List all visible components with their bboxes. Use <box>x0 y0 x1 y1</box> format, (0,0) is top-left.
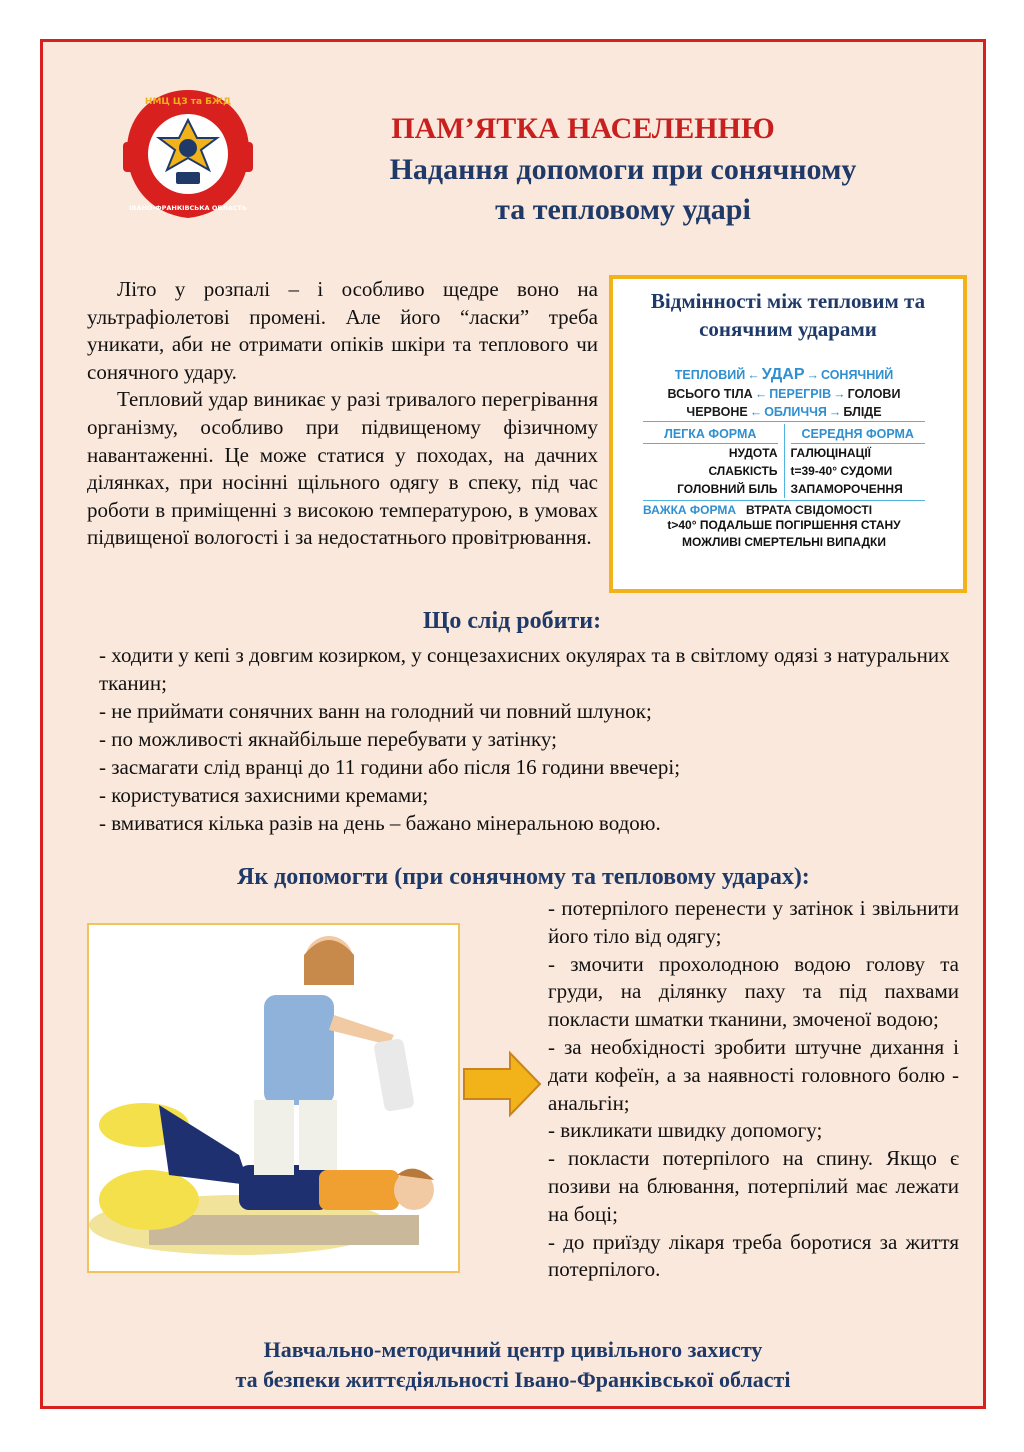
mild-form-line: НУДОТА <box>728 446 778 460</box>
medium-form-line: ГАЛЮЦІНАЦІЇ <box>790 446 871 460</box>
severe-form-details <box>643 517 925 551</box>
help-heading: Як допомогти (при сонячному та тепловому ударах): <box>237 864 810 890</box>
medium-form-line: t=39-40° СУДОМИ <box>790 464 893 478</box>
differences-table <box>643 365 925 551</box>
differences-box <box>609 275 967 593</box>
footer-line-2: та безпеки життєдіяльності Івано-Франківської області <box>235 1367 791 1392</box>
mild-form-line: ГОЛОВНИЙ БІЛЬ <box>677 482 778 496</box>
todo-heading: Що слід робити: <box>423 608 602 634</box>
subtitle-line-2: та тепловому ударі <box>495 193 751 226</box>
list-item: - покласти потерпілого на спину. Якщо є позиви на блювання, потерпілий має лежати на боці; <box>548 1146 959 1226</box>
footer-line-1: Навчально-методичний центр цивільного захисту <box>263 1337 763 1362</box>
diff-overheat-left: ВСЬОГО ТІЛА <box>667 386 753 401</box>
diff-face-right: БЛІДЕ <box>843 405 882 419</box>
mild-form-head: ЛЕГКА ФОРМА <box>643 424 778 444</box>
arrow-left-icon: ← <box>749 405 763 419</box>
differences-title: Відмінності між тепловим та сонячним ударами <box>650 289 926 341</box>
intro-paragraph-2: Тепловий удар виникає у разі тривалого перегрівання організму, особливо при підвищеному фізичному навантаженні. Це може статися у походах, на дачних ділянках, при носінні щільного одягу в спеку, під час роботи в приміщенні з високою температурою, в умовах підвищеної вологості і за недостатнього провітрювання. <box>87 387 598 550</box>
severe-form-text: ВТРАТА СВІДОМОСТІ <box>746 503 873 517</box>
arrow-right-icon: → <box>828 405 842 419</box>
diff-overheat-right: ГОЛОВИ <box>847 386 901 401</box>
poster-sheet <box>40 39 986 1409</box>
severe-detail-line-2: МОЖЛИВІ СМЕРТЕЛЬНІ ВИПАДКИ <box>682 535 886 549</box>
arrow-right-icon <box>462 1049 542 1119</box>
svg-text:НМЦ ЦЗ та БЖД: НМЦ ЦЗ та БЖД <box>144 97 232 107</box>
list-item: - до приїзду лікаря треба боротися за життя потерпілого. <box>548 1229 959 1282</box>
diff-row-type <box>643 365 925 384</box>
list-item: - вмиватися кілька разів на день – бажано мінеральною водою. <box>99 811 661 835</box>
list-item: - ходити у кепі з довгим козирком, у сонцезахисних окулярах та в світлому одязі з натуральних тканин; <box>99 643 950 695</box>
diff-overheat-center: ПЕРЕГРІВ <box>769 386 832 401</box>
diff-forms-grid <box>643 424 925 498</box>
arrow-left-icon: ← <box>747 367 760 382</box>
svg-text:ІВАНО-ФРАНКІВСЬКА ОБЛАСТЬ: ІВАНО-ФРАНКІВСЬКА ОБЛАСТЬ <box>129 204 247 212</box>
help-list <box>548 895 959 1284</box>
first-aid-illustration <box>87 923 460 1273</box>
diff-row-overheat <box>643 384 925 403</box>
diff-row-face <box>643 403 925 422</box>
todo-list <box>87 641 967 837</box>
medium-form-head: СЕРЕДНЯ ФОРМА <box>791 424 926 444</box>
severe-detail-line-1: t>40° ПОДАЛЬШЕ ПОГІРШЕННЯ СТАНУ <box>667 518 901 532</box>
footer-organization <box>43 1335 983 1395</box>
diff-sun-label: СОНЯЧНИЙ <box>820 367 894 382</box>
subtitle-line-1: Надання допомоги при сонячному <box>389 153 857 186</box>
list-item: - за необхідності зробити штучне дихання і дати кофеїн, а за наявності головного болю - анальгін; <box>548 1034 959 1115</box>
list-item: - змочити прохолодною водою голову та груди, на ділянку паху та під пахвами покласти шматки тканини, змоченої водою; <box>548 951 959 1032</box>
list-item: - потерпілого перенести у затінок і звільнити його тіло від одягу; <box>548 896 959 948</box>
medium-form-column <box>785 424 926 498</box>
diff-heat-label: ТЕПЛОВИЙ <box>674 367 746 382</box>
poster-title: ПАМ’ЯТКА НАСЕЛЕННЮ <box>391 112 775 145</box>
severe-form-row <box>643 500 925 517</box>
arrow-right-icon: → <box>833 386 846 401</box>
mild-form-line: СЛАБКІСТЬ <box>708 464 778 478</box>
severe-form-head: ВАЖКА ФОРМА <box>643 503 736 517</box>
arrow-left-icon: ← <box>754 386 768 401</box>
medium-form-line: ЗАПАМОРОЧЕННЯ <box>790 482 903 496</box>
mild-form-column <box>643 424 785 498</box>
diff-face-left: ЧЕРВОНЕ <box>686 405 748 419</box>
intro-text <box>87 276 598 552</box>
emblem-logo <box>121 86 255 226</box>
list-item: - по можливості якнайбільше перебувати у затінку; <box>99 727 557 751</box>
diff-center-label: УДАР <box>761 365 805 383</box>
list-item: - засмагати слід вранці до 11 години або після 16 години ввечері; <box>99 755 681 779</box>
list-item: - викликати швидку допомогу; <box>548 1118 823 1143</box>
list-item: - не приймати сонячних ванн на голодний чи повний шлунок; <box>99 699 652 723</box>
list-item: - користуватися захисними кремами; <box>99 783 429 807</box>
diff-face-center: ОБЛИЧЧЯ <box>764 405 827 419</box>
intro-paragraph-1: Літо у розпалі – і особливо щедре воно на ультрафіолетові промені. Але його “ласки” треба уникати, аби не отримати опіків шкіри та теплового чи сонячного удару. <box>87 277 598 384</box>
poster-subtitle <box>283 150 963 230</box>
arrow-right-icon: → <box>806 367 819 382</box>
